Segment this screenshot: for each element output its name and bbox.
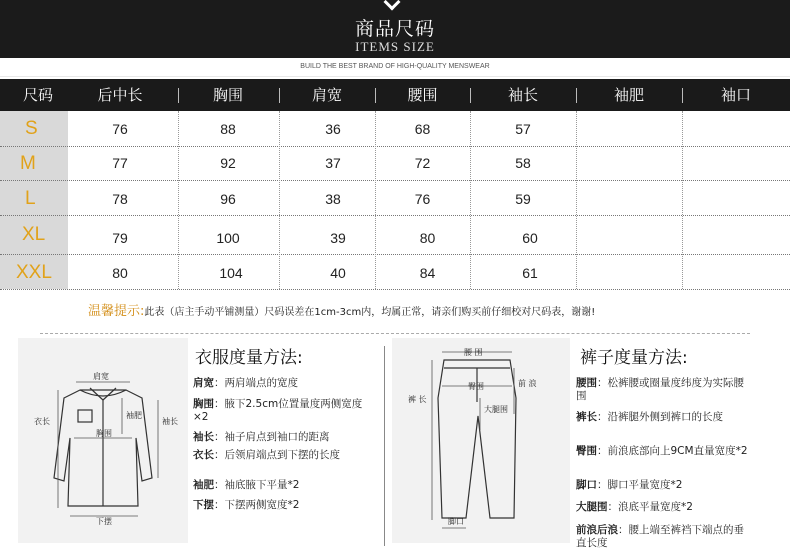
- notice-text: 此表（店主手动平铺测量）尺码误差在1cm-3cm内，均属正常，请亲们购买前仔细校对尺码表，谢谢!: [144, 307, 596, 318]
- column-header: 肩宽: [311, 86, 342, 104]
- size-label-cell: [0, 215, 68, 254]
- column-header: 袖肥: [613, 86, 644, 104]
- column-line: [576, 111, 577, 289]
- measure-item: 前浪后浪：腰上端至裤裆下端点的垂直长度: [576, 524, 744, 549]
- column-header: 胸围: [212, 86, 243, 104]
- column-header: 腰围: [407, 86, 438, 104]
- measure-item: 裤长：沿裤腿外侧到裤口的长度: [576, 411, 723, 423]
- table-cell: 37: [325, 155, 341, 171]
- diagram-label-hem: 下摆: [96, 517, 112, 526]
- table-cell: 38: [325, 191, 341, 207]
- measure-desc: 浪底平量宽度*2: [618, 501, 693, 513]
- measure-item: 袖肥：袖底腋下平量*2: [193, 479, 300, 491]
- diagram-label-hem: 脚口: [448, 517, 464, 526]
- measure-name: 肩宽: [193, 377, 214, 389]
- table-cell: 39: [330, 230, 346, 246]
- measure-name: 脚口: [576, 479, 597, 491]
- measure-item: 肩宽：两肩端点的宽度: [193, 377, 298, 389]
- measure-desc: 松裤腰或圈量度纬度为实际腰围: [576, 377, 744, 402]
- measure-name: 袖肥: [193, 479, 214, 491]
- table-cell: 96: [220, 191, 236, 207]
- diagram-label-shoulder: 肩宽: [93, 372, 109, 381]
- diagram-label-length: 裤 长: [408, 395, 427, 404]
- row-divider: [0, 146, 790, 147]
- measure-desc: 腋下2.5cm位置量度两侧宽度×2: [193, 398, 363, 423]
- table-row: [0, 215, 790, 254]
- table-cell: 80: [419, 230, 436, 246]
- size-label-cell: [0, 146, 68, 180]
- column-line: [375, 111, 376, 289]
- column-header: 尺码: [22, 86, 53, 104]
- measure-name: 胸围: [193, 398, 214, 410]
- size-label: M: [20, 153, 36, 174]
- measure-name: 裤长: [576, 411, 597, 423]
- row-divider: [0, 215, 790, 216]
- table-cell: 36: [325, 121, 341, 137]
- measure-item: 大腿围：浪底平量宽度*2: [576, 501, 693, 513]
- size-label-cell: [0, 180, 68, 215]
- pants-section-title: 裤子度量方法:: [580, 348, 688, 368]
- row-divider: [0, 289, 790, 290]
- measure-item: 衣长：后领肩端点到下摆的长度: [193, 449, 340, 461]
- size-label: XXL: [16, 262, 52, 283]
- column-line: [178, 111, 179, 289]
- column-header: 后中长: [97, 86, 143, 104]
- measure-desc: 袖底腋下平量*2: [224, 479, 300, 491]
- column-header: 袖口: [720, 86, 751, 104]
- page-title: 商品尺码: [354, 18, 435, 40]
- diagram-label-thigh: 大腿围: [484, 405, 508, 414]
- table-cell: 78: [112, 191, 128, 207]
- measure-name: 下摆: [193, 499, 214, 511]
- size-table-header: [0, 79, 790, 111]
- notice-label: 温馨提示:: [88, 304, 145, 319]
- column-line: [279, 111, 280, 289]
- diagram-label-waist: 腰 围: [464, 348, 483, 357]
- table-cell: 40: [330, 265, 346, 281]
- measure-desc: 两肩端点的宽度: [224, 377, 298, 389]
- measure-desc: 后领肩端点到下摆的长度: [224, 449, 340, 461]
- table-cell: 84: [419, 265, 436, 281]
- table-cell: 80: [112, 265, 128, 281]
- diagram-label-hip: 臀围: [468, 382, 484, 391]
- measure-name: 臀围: [576, 445, 597, 457]
- measure-item: 胸围：腋下2.5cm位置量度两侧宽度×2: [193, 398, 363, 423]
- table-cell: 59: [515, 191, 531, 207]
- measure-item: 袖长：袖子肩点到袖口的距离: [193, 431, 330, 443]
- table-cell: 58: [515, 155, 531, 171]
- column-header: 袖长: [507, 86, 538, 104]
- measure-name: 腰围: [576, 377, 597, 389]
- measure-desc: 沿裤腿外侧到裤口的长度: [607, 411, 723, 423]
- section-divider: [384, 346, 385, 546]
- size-label: L: [25, 188, 36, 209]
- table-cell: 76: [414, 191, 431, 207]
- shirt-collar: [80, 390, 126, 396]
- table-row: [0, 111, 790, 146]
- measure-item: 脚口：脚口平量宽度*2: [576, 479, 683, 491]
- shirt-pocket: [78, 410, 92, 422]
- table-cell: 60: [522, 230, 538, 246]
- table-cell: 100: [216, 230, 240, 246]
- size-label-cell: [0, 111, 68, 146]
- table-cell: 77: [112, 155, 128, 171]
- measure-desc: 袖子肩点到袖口的距离: [224, 431, 330, 443]
- diagram-label-front-rise: 前 浪: [518, 379, 537, 388]
- shirt-section-title: 衣服度量方法:: [195, 348, 303, 368]
- table-cell: 92: [220, 155, 236, 171]
- row-divider: [0, 254, 790, 255]
- measure-name: 大腿围: [576, 501, 608, 513]
- diagram-label-sleeve: 袖长: [162, 417, 178, 426]
- table-row: [0, 180, 790, 215]
- measure-name: 衣长: [193, 449, 214, 461]
- measure-item: 腰围：松裤腰或圈量度纬度为实际腰围: [576, 377, 744, 402]
- measure-desc: 下摆两侧宽度*2: [224, 499, 300, 511]
- table-row: [0, 146, 790, 180]
- shirt-diagram: [18, 338, 188, 543]
- dashed-divider: [40, 333, 750, 334]
- measure-desc: 腰上端至裤裆下端点的垂直长度: [576, 524, 744, 549]
- table-cell: 79: [112, 230, 128, 246]
- chevron-down-icon: [384, 0, 401, 10]
- measure-desc: 脚口平量宽度*2: [607, 479, 683, 491]
- diagram-label-bicep: 袖肥: [126, 411, 142, 420]
- diagram-label-length: 衣长: [34, 417, 50, 426]
- pants-diagram: [392, 338, 570, 543]
- table-cell: 57: [515, 121, 531, 137]
- table-cell: 68: [414, 121, 431, 137]
- page-subtitle: ITEMS SIZE: [355, 39, 435, 54]
- column-line: [470, 111, 471, 289]
- size-label-cell: [0, 254, 68, 289]
- measure-desc: 前浪底部向上9CM直量宽度*2: [607, 445, 748, 457]
- header-banner: [0, 0, 790, 58]
- measure-name: 袖长: [193, 431, 214, 443]
- table-cell: 61: [522, 265, 538, 281]
- table-cell: 76: [112, 121, 128, 137]
- column-line: [682, 111, 683, 289]
- table-cell: 72: [414, 155, 431, 171]
- measure-item: 下摆：下摆两侧宽度*2: [193, 499, 300, 511]
- table-cell: 104: [219, 265, 243, 281]
- measure-item: 臀围：前浪底部向上9CM直量宽度*2: [576, 445, 748, 457]
- table-row: [0, 254, 790, 289]
- size-label: S: [25, 118, 38, 139]
- diagram-label-chest: 胸围: [96, 429, 112, 438]
- measure-name: 前浪后浪: [576, 524, 618, 536]
- brand-tagline: BUILD THE BEST BRAND OF HIGH-QUALITY MENSWEAR: [0, 58, 790, 77]
- size-notice: [88, 300, 595, 319]
- table-cell: 88: [220, 121, 236, 137]
- size-label: XL: [22, 224, 46, 245]
- row-divider: [0, 180, 790, 181]
